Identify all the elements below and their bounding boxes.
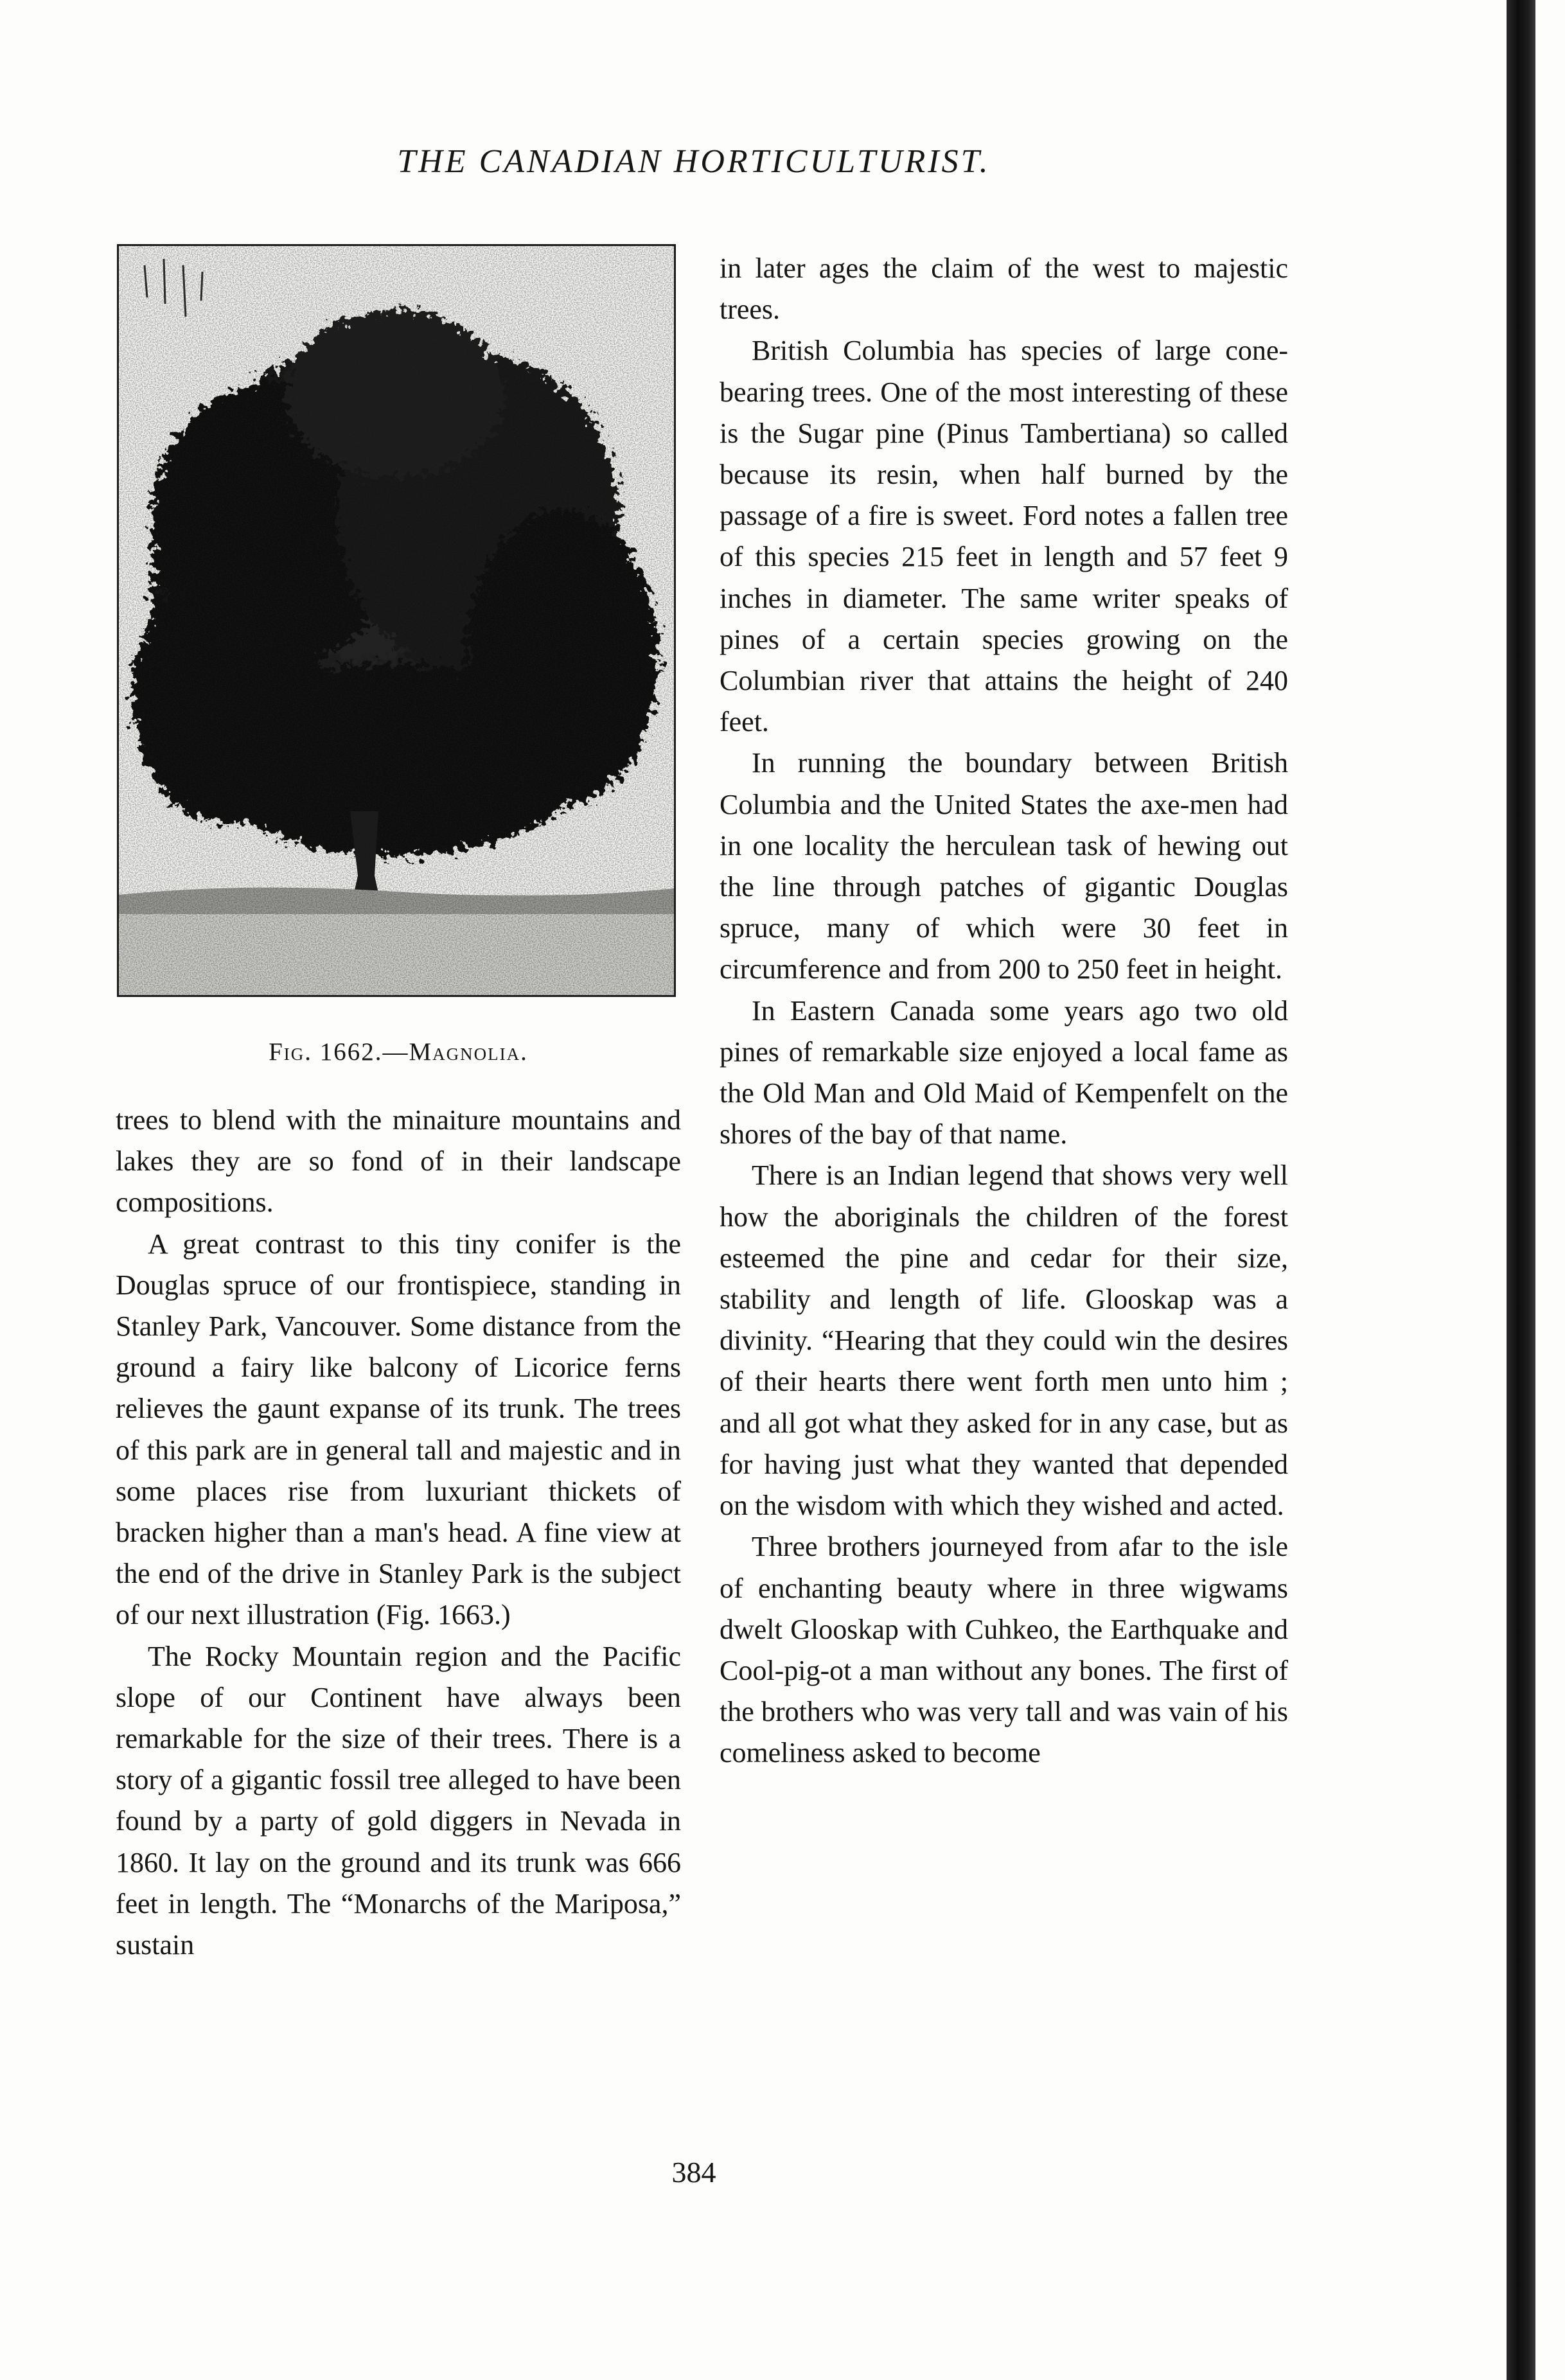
paragraph: Three brothers journeyed from afar to the isle of enchanting beauty where in three wigwams dwelt Glooskap with Cuhkeo, the Earthquake and Cool-pig-ot a man without any bones. The first of the brothers who was very tall and was vain of his comeliness asked to become xyxy=(720,1531,1288,1769)
magnolia-illustration xyxy=(119,246,674,995)
paragraph: trees to blend with the minaiture mountains and lakes they are so fond of in their landscape compositions. xyxy=(116,1104,681,1219)
paragraph: in later ages the claim of the west to majestic trees. xyxy=(720,252,1288,326)
binding-edge xyxy=(1507,0,1535,2380)
running-head: THE CANADIAN HORTICULTURIST. xyxy=(397,143,991,180)
paragraph: The Rocky Mountain region and the Pacific slope of our Continent have always been remarkable for the size of their trees. There is a story of a gigantic fossil tree alleged to have been found by a party of gold diggers in Nevada in 1860. It lay on the ground and its trunk was 666 feet in length. The “Monarchs of the Mariposa,” sustain xyxy=(116,1640,681,1961)
paragraph: In Eastern Canada some years ago two old pines of remarkable size enjoyed a local fame as the Old Man and Old Maid of Kempenfelt on the shores of the bay of that name. xyxy=(720,994,1288,1150)
magnolia-figure xyxy=(117,244,676,997)
paragraph: There is an Indian legend that shows very well how the aboriginals the children of the forest esteemed the pine and cedar for their size, stability and length of life. Glooskap was a divinity. “Hearing that they could win the desires of their hearts there went forth men unto him ; and all got what they asked for in any case, but as for having just what they wanted that depended on the wisdom with which they wished and acted. xyxy=(720,1159,1288,1522)
right-column xyxy=(720,248,1288,1774)
paragraph: British Columbia has species of large cone-bearing trees. One of the most interesting of these is the Sugar pine (Pinus Tambertiana) so called because its resin, when half burned by the passage of a fire is sweet. Ford notes a fallen tree of this species 215 feet in length and 57 feet 9 inches in diameter. The same writer speaks of pines of a certain species growing on the Columbian river that attains the height of 240 feet. xyxy=(720,335,1288,738)
paragraph: In running the boundary between British Columbia and the United States the axe-men had in one locality the herculean task of hewing out the line through patches of gigantic Douglas spruce, many of which were 30 feet in circumference and from 200 to 250 feet in height. xyxy=(720,747,1288,985)
page-number: 384 xyxy=(671,2156,716,2189)
left-column xyxy=(116,1100,681,1966)
figure-caption: Fig. 1662.—Magnolia. xyxy=(269,1038,528,1066)
paragraph: A great contrast to this tiny conifer is the Douglas spruce of our frontispiece, standing in Stanley Park, Vancouver. Some distance from the ground a fairy like balcony of Licorice ferns relieves the gaunt expanse of its trunk. The trees of this park are in general tall and majestic and in some places rise from luxuriant thickets of bracken higher than a man's head. A fine view at the end of the drive in Stanley Park is the subject of our next illustration (Fig. 1663.) xyxy=(116,1228,681,1631)
